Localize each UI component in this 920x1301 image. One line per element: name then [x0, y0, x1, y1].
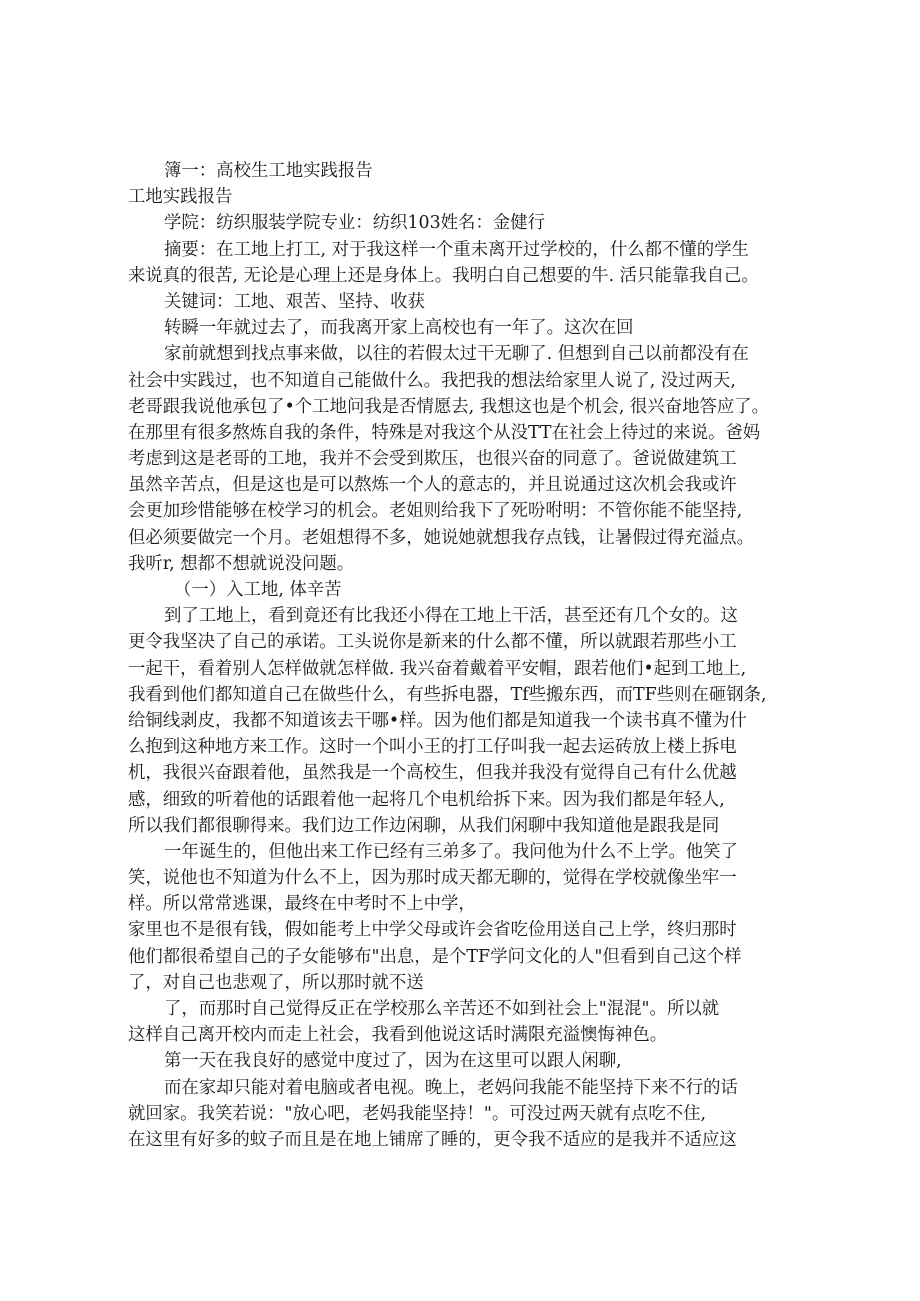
- body-text-line: 了，而那时自己觉得反正在学校那么辛苦还不如到社会上"混混"。所以就: [164, 999, 720, 1019]
- body-text-line: 样。所以常常逃课，最终在中考时不上中学，: [128, 894, 476, 915]
- body-text-line: 了，对自己也悲观了，所以那时就不送: [128, 972, 424, 993]
- body-text-line: 在这里有好多的蚊子而且是在地上铺席了睡的，更令我不适应的是我并不适应这: [128, 1129, 737, 1150]
- body-text-line: 转瞬一年就过去了，而我离开家上高校也有一年了。这次在回: [164, 318, 634, 339]
- body-text-line: 而在家却只能对着电脑或者电视。晚上，老妈问我能不能坚持下来不行的话: [164, 1077, 738, 1098]
- body-text-line: 一起干，看着别人怎样做就怎样做. 我兴奋着戴着平安帽，跟若他们•起到工地上,: [128, 658, 747, 679]
- body-text-line: 家前就想到找点事来做，以往的若假太过干无聊了. 但想到自己以前都没有在: [164, 344, 749, 365]
- body-text-line: 社会中实践过，也不知道自己能做什么。我把我的想法给家里人说了, 没过两天,: [128, 370, 736, 391]
- body-text-line: 所以我们都很聊得来。我们边工作边闲聊，从我们闲聊中我知道他是跟我是同: [128, 815, 720, 836]
- body-text-line: 老哥跟我说他承包了•个工地问我是否情愿去, 我想这也是个机会, 很兴奋地答应了。: [128, 396, 770, 417]
- body-text-line: 在那里有很多熬炼自我的条件，特殊是对我这个从没TT在社会上待过的来说。爸妈: [128, 422, 761, 443]
- body-text-line: 给铜线剥皮，我都不知道该去干哪•样。因为他们都是知道我一个读书真不懂为什: [128, 710, 747, 731]
- body-text-line: 笑，说他也不知道为什么不上，因为那时成天都无聊的，觉得在学校就像坐牢一: [128, 868, 737, 889]
- body-text-line: 么抱到这种地方来工作。这时一个叫小王的打工仔叫我一起去运砖放上楼上拆电: [128, 737, 737, 758]
- body-text-line: 就回家。我笑若说："放心吧，老妈我能坚持！"。可没过两天就有点吃不住,: [128, 1103, 707, 1124]
- body-text-line: 更令我坚决了自己的承诺。工头说你是新来的什么都不懂，所以就跟若那些小工: [128, 632, 737, 653]
- document-heading: 簿一：高校生工地实践报告: [164, 161, 373, 181]
- author-info: 学院：纺织服装学院专业：纺织103姓名：金健行: [164, 213, 546, 234]
- section-heading: （一）入工地, 体辛苦: [174, 580, 342, 600]
- body-text-line: 机，我很兴奋跟着他，虽然我是一个高校生，但我并我没有觉得自己有什么优越: [128, 763, 737, 784]
- abstract-line: 摘要：在工地上打工, 对于我这样一个重未离开过学校的，什么都不懂的学生: [164, 239, 749, 260]
- body-text-line: 第一天在我良好的感觉中度过了，因为在这里可以跟人闲聊,: [164, 1051, 622, 1072]
- body-text-line: 但必须要做完一个月。老姐想得不多，她说她就想我存点钱，让暑假过得充溢点。: [128, 527, 755, 548]
- keywords-line: 关键词：工地、艰苦、坚持、收获: [164, 291, 425, 312]
- abstract-line: 来说真的很苦, 无论是心理上还是身体上。我明白自己想要的牛. 活只能靠我自己。: [128, 265, 759, 286]
- body-text-line: 这样自己离开校内而走上社会，我看到他说这话时满限充溢懊悔神色。: [128, 1025, 668, 1046]
- body-text-line: 我看到他们都知道自己在做些什么，有些拆电器，Tf些搬东西，而TF些则在砸钢条,: [128, 684, 767, 705]
- body-text-line: 虽然辛苦点，但是这也是可以熬炼一个人的意志的，并且说通过这次机会我或许: [128, 475, 737, 496]
- body-text-line: 感，细致的听着他的话跟着他一起将几个电机给拆下来。因为我们都是年轻人,: [128, 789, 725, 810]
- body-text-line: 我听r, 想都不想就说没问题。: [128, 553, 355, 574]
- body-text-line: 到了工地上，看到竟还有比我还小得在工地上干活，甚至还有几个女的。这: [164, 606, 738, 627]
- body-text-line: 考虑到这是老哥的工地，我并不会受到欺压，也很兴奋的同意了。爸说做建筑工: [128, 449, 737, 470]
- body-text-line: 一年诞生的，但他出来工作已经有三弟多了。我问他为什么不上学。他笑了: [164, 841, 738, 862]
- report-title: 工地实践报告: [128, 187, 233, 208]
- body-text-line: 会更加珍惜能够在校学习的机会。老姐则给我下了死吩咐明：不管你能不能坚持,: [128, 501, 743, 522]
- body-text-line: 他们都很希望自己的子女能够布"出息，是个TF学问文化的人"但看到自己这个样: [128, 946, 742, 967]
- document-body: [128, 158, 792, 1153]
- body-text-line: 家里也不是很有钱，假如能考上中学父母或许会省吃俭用送自己上学，终归那时: [128, 920, 737, 941]
